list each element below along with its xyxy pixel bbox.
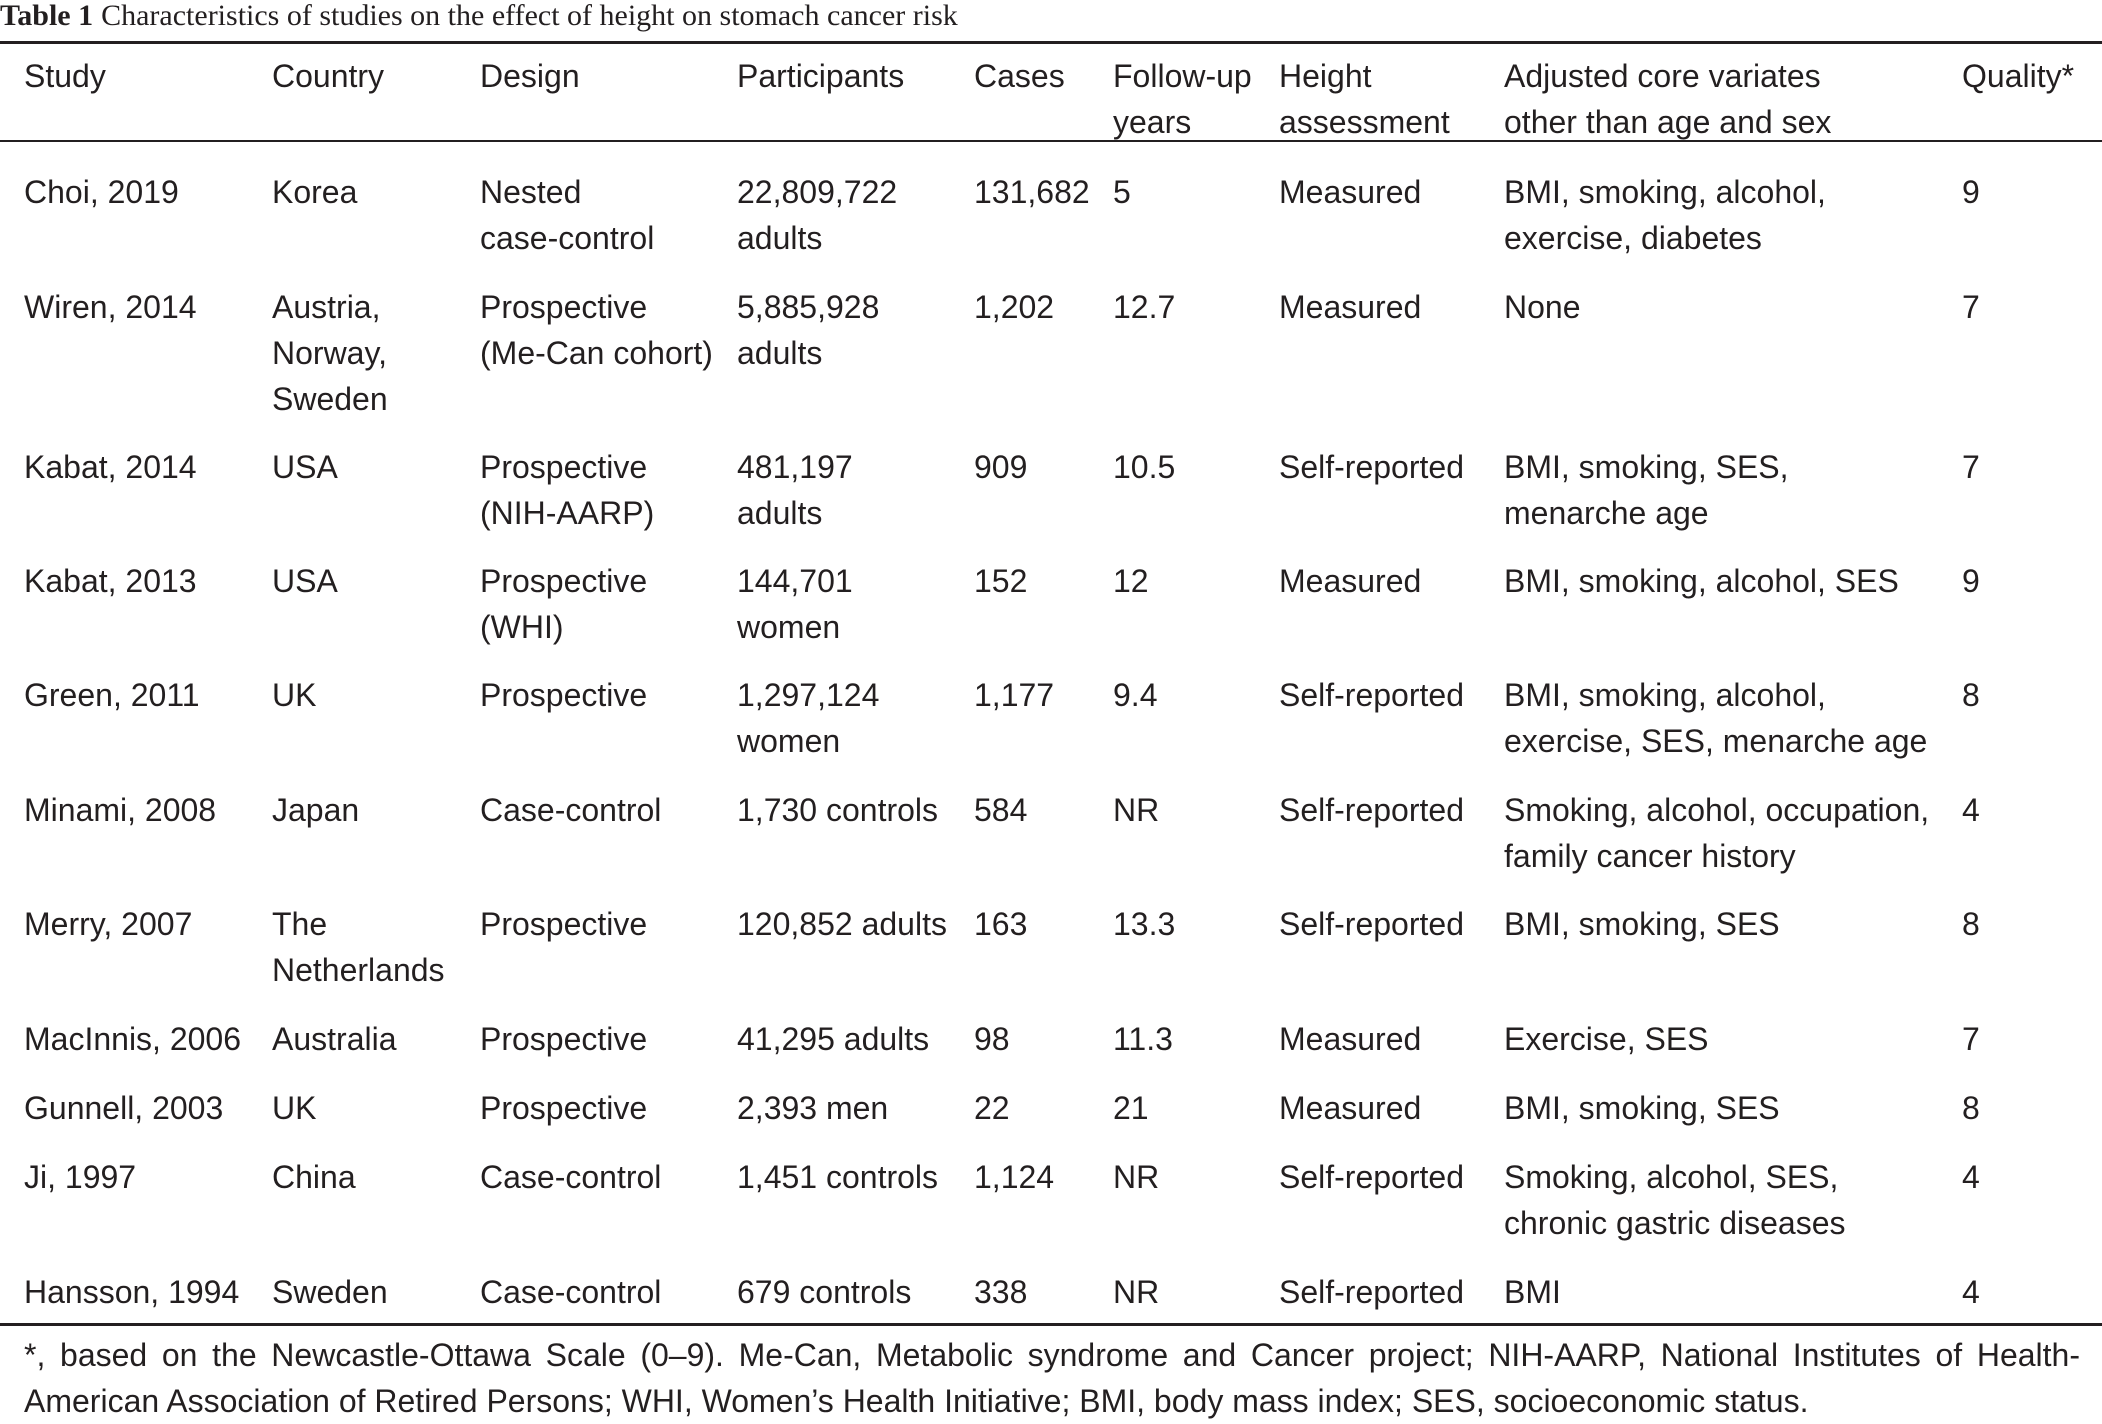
- cell-adjusted-covariates: BMI, smoking, SES: [1504, 906, 1780, 942]
- header-country: Country: [272, 58, 385, 94]
- cell-study: Ji, 1997: [24, 1159, 137, 1195]
- cell-cases: 22: [974, 1090, 1010, 1126]
- cell-adjusted-covariates: BMI, smoking, SES, menarche age: [1504, 449, 1789, 531]
- cell-follow-up-years: 11.3: [1113, 1021, 1173, 1057]
- cell-study: Minami, 2008: [24, 792, 217, 828]
- cell-adjusted-covariates: Exercise, SES: [1504, 1021, 1709, 1057]
- cell-quality: 9: [1962, 174, 1980, 210]
- cell-participants: 144,701 women: [737, 563, 853, 645]
- cell-cases: 338: [974, 1274, 1028, 1310]
- cell-cases: 98: [974, 1021, 1010, 1057]
- cell-study: Wiren, 2014: [24, 289, 197, 325]
- cell-follow-up-years: 10.5: [1113, 449, 1176, 485]
- cell-quality: 4: [1962, 792, 1980, 828]
- cell-height-assessment: Measured: [1279, 563, 1422, 599]
- cell-country: Sweden: [272, 1274, 388, 1310]
- cell-cases: 152: [974, 563, 1028, 599]
- cell-quality: 8: [1962, 677, 1980, 713]
- cell-height-assessment: Measured: [1279, 289, 1422, 325]
- cell-design: Case-control: [480, 1274, 662, 1310]
- cell-country: China: [272, 1159, 356, 1195]
- cell-study: Green, 2011: [24, 677, 200, 713]
- cell-quality: 9: [1962, 563, 1980, 599]
- cell-follow-up-years: NR: [1113, 1159, 1160, 1195]
- cell-participants: 41,295 adults: [737, 1021, 930, 1057]
- cell-country: UK: [272, 1090, 317, 1126]
- cell-adjusted-covariates: None: [1504, 289, 1581, 325]
- cell-cases: 1,202: [974, 289, 1055, 325]
- cell-participants: 481,197 adults: [737, 449, 853, 531]
- cell-design: Prospective: [480, 1090, 648, 1126]
- cell-country: USA: [272, 563, 338, 599]
- cell-height-assessment: Measured: [1279, 1021, 1422, 1057]
- header-height-assessment: Height assessment: [1279, 58, 1450, 140]
- cell-height-assessment: Measured: [1279, 1090, 1422, 1126]
- cell-follow-up-years: NR: [1113, 792, 1160, 828]
- cell-adjusted-covariates: BMI: [1504, 1274, 1561, 1310]
- cell-quality: 4: [1962, 1274, 1980, 1310]
- cell-study: Kabat, 2013: [24, 563, 197, 599]
- cell-design: Prospective: [480, 1021, 648, 1057]
- cell-height-assessment: Measured: [1279, 174, 1422, 210]
- cell-participants: 5,885,928 adults: [737, 289, 880, 371]
- cell-design: Prospective: [480, 677, 648, 713]
- cell-adjusted-covariates: BMI, smoking, alcohol, exercise, diabetes: [1504, 174, 1826, 256]
- cell-participants: 1,451 controls: [737, 1159, 939, 1195]
- cell-participants: 1,730 controls: [737, 792, 939, 828]
- cell-country: Austria, Norway, Sweden: [272, 289, 388, 417]
- table-bottom-rule: [0, 1323, 2102, 1326]
- header-cases: Cases: [974, 58, 1065, 94]
- cell-study: MacInnis, 2006: [24, 1021, 242, 1057]
- cell-cases: 909: [974, 449, 1028, 485]
- cell-follow-up-years: NR: [1113, 1274, 1160, 1310]
- cell-adjusted-covariates: Smoking, alcohol, occupation, family cancer history: [1504, 792, 1930, 874]
- cell-cases: 131,682: [974, 174, 1090, 210]
- cell-adjusted-covariates: BMI, smoking, alcohol, exercise, SES, menarche age: [1504, 677, 1928, 759]
- table-footnote: *, based on the Newcastle-Ottawa Scale (0–9). Me-Can, Metabolic syndrome and Cancer project; NIH-AARP, National Institutes of Health-American Association of Retired Persons; WHI, Women’s Health Initiative; BMI, body mass index; SES, socioeconomic status.: [24, 1337, 2080, 1419]
- cell-height-assessment: Self-reported: [1279, 906, 1464, 942]
- cell-adjusted-covariates: BMI, smoking, alcohol, SES: [1504, 563, 1899, 599]
- cell-country: USA: [272, 449, 338, 485]
- cell-design: Case-control: [480, 792, 662, 828]
- cell-adjusted-covariates: BMI, smoking, SES: [1504, 1090, 1780, 1126]
- cell-height-assessment: Self-reported: [1279, 792, 1464, 828]
- cell-study: Kabat, 2014: [24, 449, 197, 485]
- cell-height-assessment: Self-reported: [1279, 677, 1464, 713]
- cell-quality: 7: [1962, 1021, 1980, 1057]
- cell-quality: 4: [1962, 1159, 1980, 1195]
- cell-follow-up-years: 12: [1113, 563, 1149, 599]
- cell-participants: 2,393 men: [737, 1090, 889, 1126]
- cell-adjusted-covariates: Smoking, alcohol, SES, chronic gastric diseases: [1504, 1159, 1846, 1241]
- cell-participants: 120,852 adults: [737, 906, 947, 942]
- cell-design: Prospective (NIH-AARP): [480, 449, 655, 531]
- cell-follow-up-years: 12.7: [1113, 289, 1176, 325]
- table-caption: [0, 0, 958, 38]
- cell-country: The Netherlands: [272, 906, 445, 988]
- header-adjusted-covariates: Adjusted core variates other than age and sex: [1504, 58, 1832, 140]
- cell-participants: 679 controls: [737, 1274, 912, 1310]
- cell-quality: 7: [1962, 449, 1980, 485]
- table-top-rule: [0, 41, 2102, 44]
- header-quality: Quality*: [1962, 58, 2075, 94]
- header-participants: Participants: [737, 58, 905, 94]
- cell-country: UK: [272, 677, 317, 713]
- cell-design: Prospective: [480, 906, 648, 942]
- cell-design: Case-control: [480, 1159, 662, 1195]
- cell-design: Nested case-control: [480, 174, 655, 256]
- cell-cases: 1,124: [974, 1159, 1055, 1195]
- cell-follow-up-years: 9.4: [1113, 677, 1158, 713]
- cell-cases: 1,177: [974, 677, 1055, 713]
- cell-country: Japan: [272, 792, 360, 828]
- cell-quality: 8: [1962, 906, 1980, 942]
- cell-quality: 7: [1962, 289, 1980, 325]
- cell-country: Korea: [272, 174, 358, 210]
- table-title: Characteristics of studies on the effect of height on stomach cancer risk: [101, 0, 958, 32]
- cell-follow-up-years: 13.3: [1113, 906, 1176, 942]
- cell-cases: 163: [974, 906, 1028, 942]
- cell-study: Gunnell, 2003: [24, 1090, 224, 1126]
- cell-study: Hansson, 1994: [24, 1274, 240, 1310]
- cell-height-assessment: Self-reported: [1279, 1159, 1464, 1195]
- cell-design: Prospective (WHI): [480, 563, 648, 645]
- cell-quality: 8: [1962, 1090, 1980, 1126]
- cell-follow-up-years: 21: [1113, 1090, 1149, 1126]
- cell-design: Prospective (Me-Can cohort): [480, 289, 713, 371]
- cell-cases: 584: [974, 792, 1028, 828]
- cell-participants: 1,297,124 women: [737, 677, 880, 759]
- cell-country: Australia: [272, 1021, 397, 1057]
- header-design: Design: [480, 58, 580, 94]
- cell-study: Choi, 2019: [24, 174, 179, 210]
- table-label: Table 1: [0, 0, 94, 32]
- cell-follow-up-years: 5: [1113, 174, 1131, 210]
- header-study: Study: [24, 58, 106, 94]
- header-follow-up-years: Follow-up years: [1113, 58, 1252, 140]
- cell-study: Merry, 2007: [24, 906, 193, 942]
- cell-participants: 22,809,722 adults: [737, 174, 898, 256]
- cell-height-assessment: Self-reported: [1279, 449, 1464, 485]
- cell-height-assessment: Self-reported: [1279, 1274, 1464, 1310]
